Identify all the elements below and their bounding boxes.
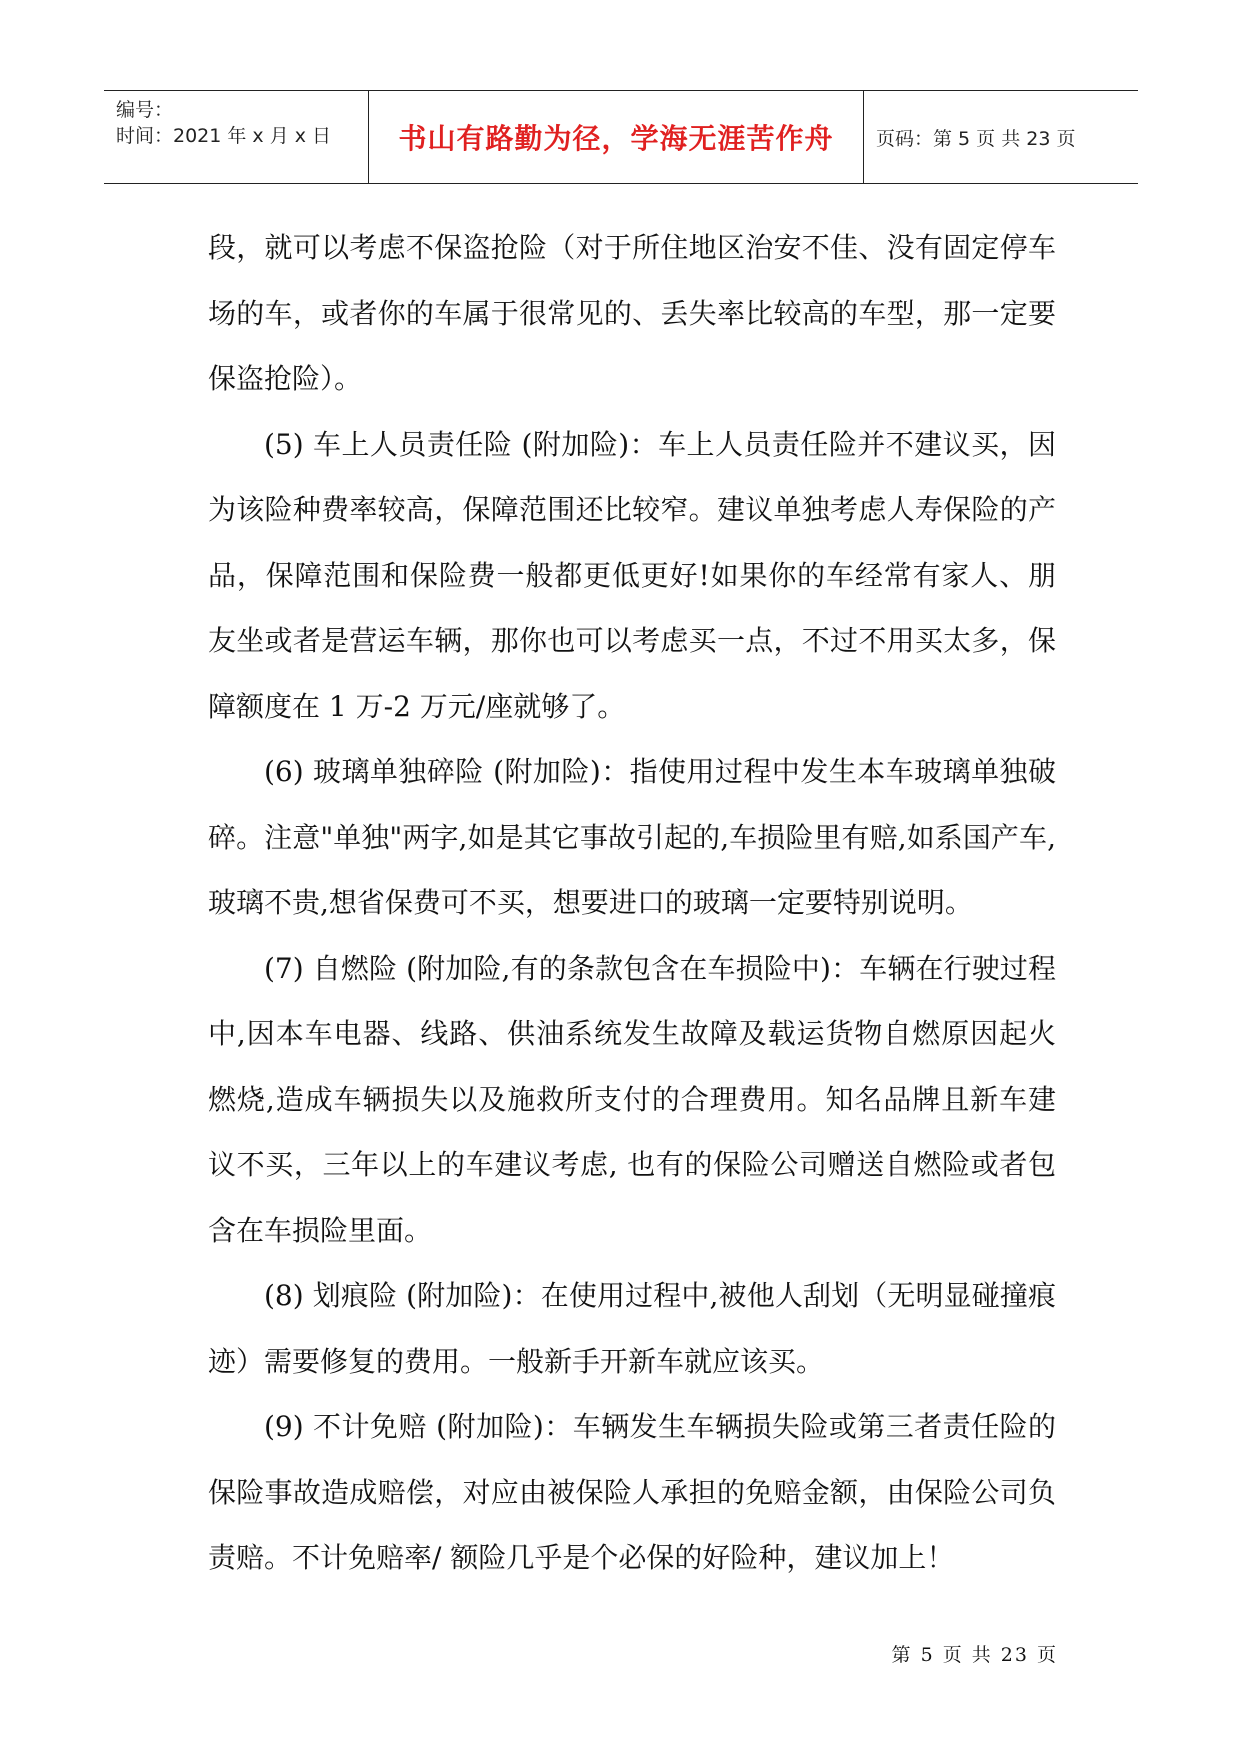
paragraph-item-6: (6) 玻璃单独碎险 (附加险)：指使用过程中发生本车玻璃单独破碎。注意"单独"两字,如是其它事故引起的,车损险里有赔,如系国产车,玻璃不贵,想省保费可不买，想要进口的玻璃一定要特别说明。 [208,755,1056,919]
page-footer: 第 5 页 共 23 页 [891,1644,1058,1666]
page-header [104,90,1138,184]
paragraph-item-9: (9) 不计免赔 (附加险)：车辆发生车辆损失险或第三者责任险的保险事故造成赔偿，对应由被保险人承担的免赔金额，由保险公司负责赔。不计免赔率/ 额险几乎是个必保的好险种，建议加上！ [208,1410,1056,1574]
header-page-info: 页码：第 5 页 共 23 页 [876,127,1076,150]
paragraph-item-5: (5) 车上人员责任险 (附加险)：车上人员责任险并不建议买，因为该险种费率较高，保障范围还比较窄。建议单独考虑人寿保险的产品，保障范围和保险费一般都更低更好!如果你的车经常有家人、朋友坐或者是营运车辆，那你也可以考虑买一点，不过不用买太多，保障额度在 1 万-2 万元/座就够了。 [208,427,1056,723]
document-time-label: 时间：2021 年 x 月 x 日 [116,125,332,147]
document-number-label: 编号： [116,99,174,121]
header-motto: 书山有路勤为径，学海无涯苦作舟 [398,122,834,155]
document-body [208,215,1056,1591]
header-page-cell [864,91,1138,183]
paragraph-item-7: (7) 自燃险 (附加险,有的条款包含在车损险中)：车辆在行驶过程中,因本车电器、线路、供油系统发生故障及载运货物自燃原因起火燃烧,造成车辆损失以及施救所支付的合理费用。知名品牌且新车建议不买，三年以上的车建议考虑, 也有的保险公司赠送自燃险或者包含在车损险里面。 [208,951,1056,1247]
header-motto-cell [369,91,864,183]
paragraph-continuation: 段，就可以考虑不保盗抢险（对于所住地区治安不佳、没有固定停车场的车，或者你的车属于很常见的、丢失率比较高的车型，那一定要保盗抢险）。 [208,231,1056,395]
paragraph-item-8: (8) 划痕险 (附加险)：在使用过程中,被他人刮划（无明显碰撞痕迹）需要修复的费用。一般新手开新车就应该买。 [208,1279,1056,1378]
header-info-cell [104,91,369,183]
